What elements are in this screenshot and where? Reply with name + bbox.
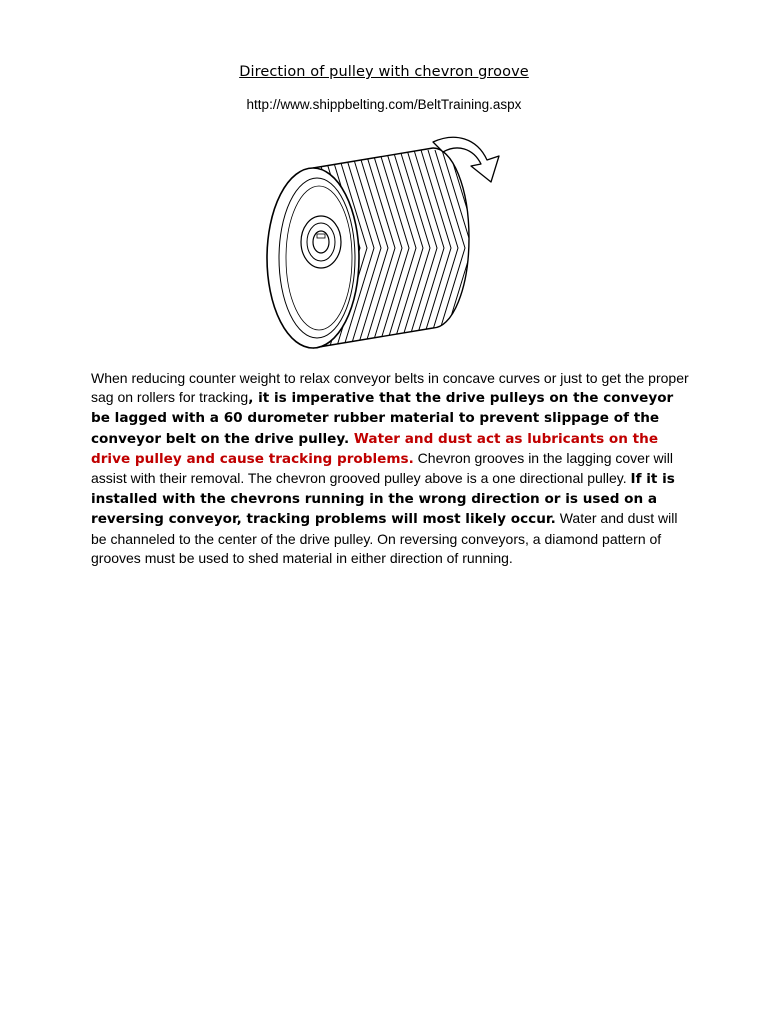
chevron-groove-line: [449, 150, 479, 346]
drum-back-edge: [433, 148, 469, 328]
chevron-groove-line: [365, 150, 395, 346]
chevron-groove-line: [428, 150, 458, 346]
chevron-groove-line: [407, 150, 437, 346]
chevron-groove-line: [414, 150, 444, 346]
chevron-groove-line: [442, 150, 472, 346]
chevron-groove-line: [400, 150, 430, 346]
pulley-drawing: [255, 130, 515, 350]
text-run-regular-3: Water and dust will be channeled to the center of the drive pulley. On reversing conveyors, a diamond pattern of grooves must be used to shed material in either direction of running.: [91, 510, 678, 566]
chevron-groove-line: [421, 150, 451, 346]
text-run-regular-1: When reducing counter weight to relax conveyor belts in concave curves or just to get the proper sag on rollers for tracking: [91, 370, 689, 406]
text-run-bold-1: , it is imperative that the drive pulleys on the conveyor be lagged with a 60 durometer rubber material to prevent slippage of the conveyor belt on the drive pulley.: [91, 390, 674, 447]
source-url: http://www.shippbelting.com/BeltTraining.aspx: [246, 97, 522, 112]
text-run-regular-2: Chevron grooves in the lagging cover will assist with their removal. The chevron grooved pulley above is a one directional pulley.: [91, 449, 673, 487]
chevron-groove-line: [393, 150, 423, 346]
chevron-groove-line: [386, 150, 416, 346]
text-run-bold-2: If it is installed with the chevrons running in the wrong direction or is used on a reversing conveyor, tracking problems will most likely occur.: [91, 471, 675, 528]
body-paragraph: [91, 369, 691, 568]
chevron-groove-line: [379, 150, 409, 346]
chevron-groove-line: [358, 150, 388, 346]
text-run-bold-red: Water and dust act as lubricants on the drive pulley and cause tracking problems.: [91, 430, 659, 467]
document-title: Direction of pulley with chevron groove: [239, 64, 529, 80]
pulley-illustration: [255, 130, 515, 350]
chevron-groove-line: [372, 150, 402, 346]
drum-top-edge: [313, 148, 433, 168]
